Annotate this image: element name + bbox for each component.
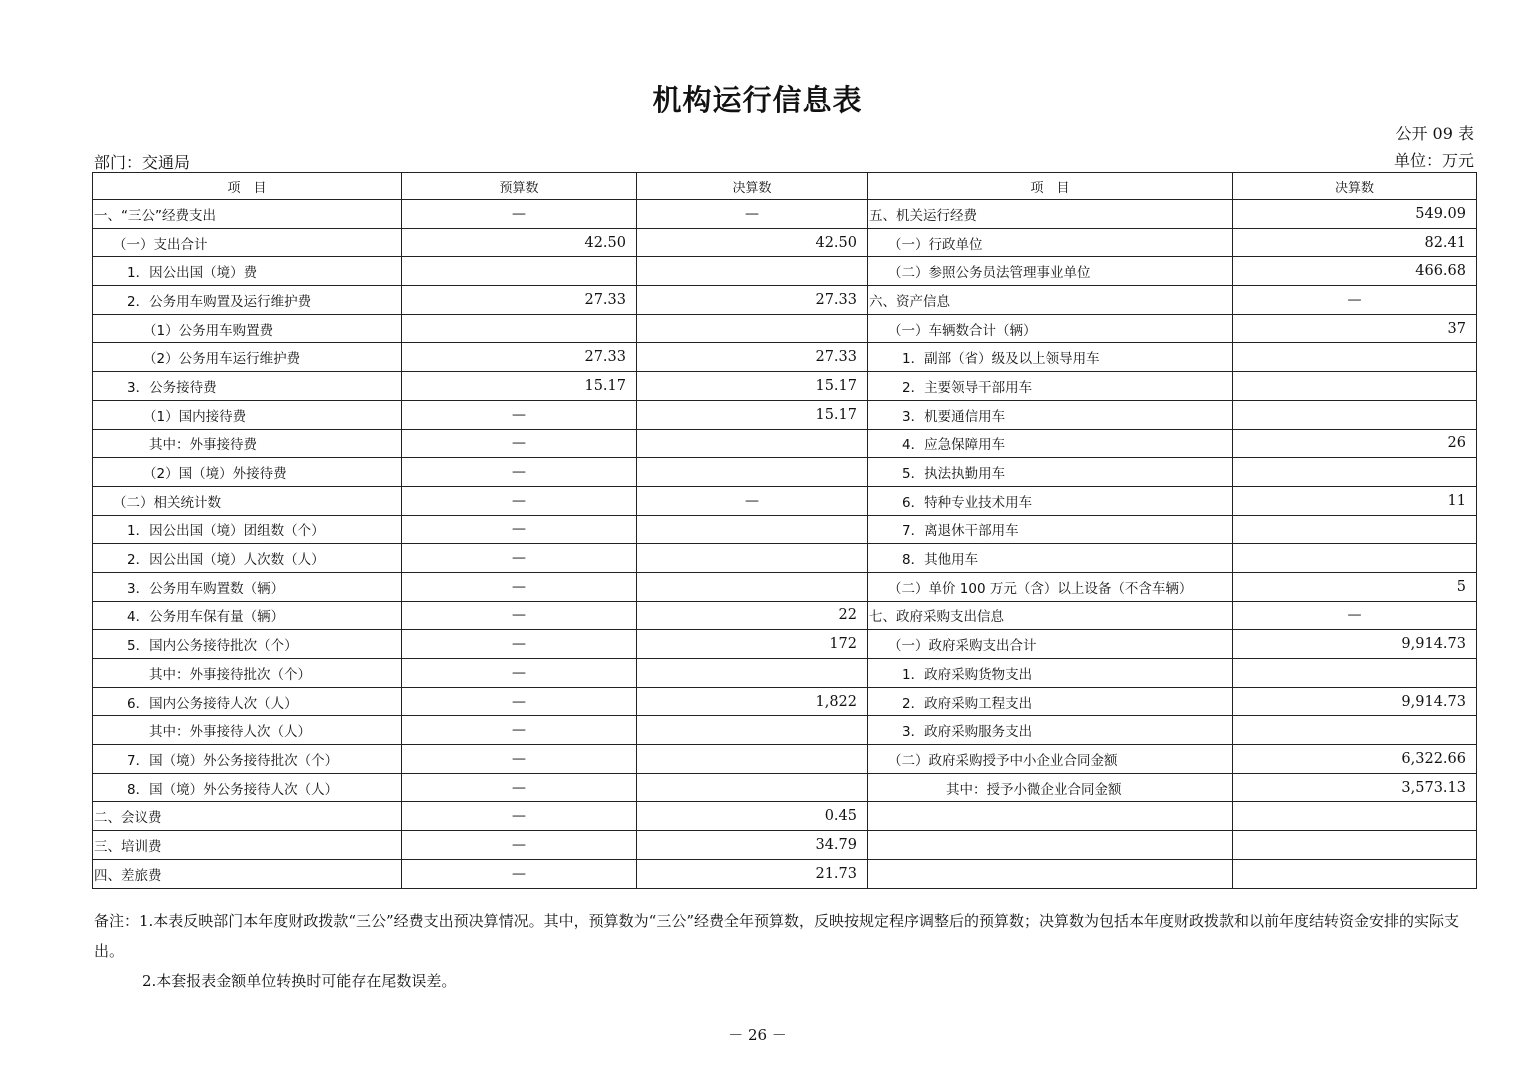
table-row	[93, 515, 1477, 544]
actual-cell	[637, 659, 868, 688]
right-item-cell: 6．特种专业技术用车	[868, 486, 1233, 515]
table-row	[93, 601, 1477, 630]
right-actual-cell	[1233, 802, 1477, 831]
budget-cell: —	[402, 831, 637, 860]
actual-cell: 22	[637, 601, 868, 630]
table-row	[93, 257, 1477, 286]
right-item-cell: （二）单价 100 万元（含）以上设备（不含车辆）	[868, 572, 1233, 601]
actual-cell: 21.73	[637, 859, 868, 888]
right-item-cell: （二）参照公务员法管理事业单位	[868, 257, 1233, 286]
table-row	[93, 544, 1477, 573]
left-item-cell: 7．国（境）外公务接待批次（个）	[93, 745, 402, 774]
right-actual-cell	[1233, 343, 1477, 372]
right-actual-cell: —	[1233, 601, 1477, 630]
left-item-cell: 四、差旅费	[93, 859, 402, 888]
right-actual-cell	[1233, 515, 1477, 544]
actual-cell	[637, 773, 868, 802]
right-actual-cell: 549.09	[1233, 200, 1477, 229]
budget-cell: —	[402, 458, 637, 487]
budget-cell: —	[402, 400, 637, 429]
left-item-cell: （2）国（境）外接待费	[93, 458, 402, 487]
actual-cell	[637, 716, 868, 745]
actual-cell	[637, 544, 868, 573]
right-item-cell: （一）行政单位	[868, 228, 1233, 257]
actual-cell: 42.50	[637, 228, 868, 257]
left-item-cell: 1．因公出国（境）团组数（个）	[93, 515, 402, 544]
budget-cell: —	[402, 601, 637, 630]
page-number: － 26 －	[728, 1026, 787, 1044]
actual-cell: 27.33	[637, 286, 868, 315]
header-actual-right: 决算数	[1233, 173, 1477, 200]
budget-cell: —	[402, 515, 637, 544]
header-item-left: 项 目	[93, 173, 402, 200]
left-item-cell: （2）公务用车运行维护费	[93, 343, 402, 372]
right-item-cell: 8．其他用车	[868, 544, 1233, 573]
note-2: 2.本套报表金额单位转换时可能存在尾数误差。	[142, 972, 457, 990]
budget-cell: —	[402, 572, 637, 601]
form-number: 公开 09 表	[1395, 124, 1474, 143]
budget-cell: —	[402, 630, 637, 659]
actual-cell	[637, 429, 868, 458]
left-item-cell: （二）相关统计数	[93, 486, 402, 515]
actual-cell: 34.79	[637, 831, 868, 860]
left-item-cell: （1）国内接待费	[93, 400, 402, 429]
actual-cell	[637, 515, 868, 544]
budget-cell: —	[402, 429, 637, 458]
left-item-cell: （一）支出合计	[93, 228, 402, 257]
left-item-cell: 4．公务用车保有量（辆）	[93, 601, 402, 630]
header-actual-left: 决算数	[637, 173, 868, 200]
institution-operation-table	[92, 172, 1477, 889]
actual-cell	[637, 257, 868, 286]
table-row	[93, 773, 1477, 802]
actual-cell	[637, 572, 868, 601]
right-actual-cell	[1233, 716, 1477, 745]
right-item-cell	[868, 859, 1233, 888]
budget-cell: 42.50	[402, 228, 637, 257]
left-item-cell: 其中：外事接待费	[93, 429, 402, 458]
table-row	[93, 372, 1477, 401]
budget-cell: —	[402, 659, 637, 688]
budget-cell: —	[402, 773, 637, 802]
page-title: 机构运行信息表	[652, 83, 863, 117]
left-item-cell: 3．公务接待费	[93, 372, 402, 401]
department-label: 部门：交通局	[94, 153, 191, 172]
table-row	[93, 486, 1477, 515]
budget-cell: 27.33	[402, 286, 637, 315]
right-item-cell: 1．政府采购货物支出	[868, 659, 1233, 688]
table-row	[93, 314, 1477, 343]
actual-cell: 15.17	[637, 372, 868, 401]
right-item-cell: （一）车辆数合计（辆）	[868, 314, 1233, 343]
right-actual-cell: 11	[1233, 486, 1477, 515]
left-item-cell: 1．因公出国（境）费	[93, 257, 402, 286]
right-actual-cell	[1233, 859, 1477, 888]
budget-cell: —	[402, 486, 637, 515]
table-row	[93, 228, 1477, 257]
right-item-cell	[868, 831, 1233, 860]
right-actual-cell: 9,914.73	[1233, 630, 1477, 659]
budget-cell: 15.17	[402, 372, 637, 401]
table-row	[93, 429, 1477, 458]
actual-cell	[637, 458, 868, 487]
right-item-cell: 3．政府采购服务支出	[868, 716, 1233, 745]
right-actual-cell	[1233, 544, 1477, 573]
actual-cell: 0.45	[637, 802, 868, 831]
header-item-right: 项 目	[868, 173, 1233, 200]
right-item-cell: （二）政府采购授予中小企业合同金额	[868, 745, 1233, 774]
table-row	[93, 802, 1477, 831]
left-item-cell: 6．国内公务接待人次（人）	[93, 687, 402, 716]
table-row	[93, 831, 1477, 860]
right-item-cell: 2．主要领导干部用车	[868, 372, 1233, 401]
budget-cell	[402, 257, 637, 286]
right-actual-cell	[1233, 458, 1477, 487]
left-item-cell: 一、“三公”经费支出	[93, 200, 402, 229]
right-item-cell	[868, 802, 1233, 831]
actual-cell: 1,822	[637, 687, 868, 716]
right-item-cell: 4．应急保障用车	[868, 429, 1233, 458]
right-item-cell: （一）政府采购支出合计	[868, 630, 1233, 659]
right-item-cell: 七、政府采购支出信息	[868, 601, 1233, 630]
actual-cell	[637, 745, 868, 774]
actual-cell: 15.17	[637, 400, 868, 429]
actual-cell: —	[637, 200, 868, 229]
actual-cell: 172	[637, 630, 868, 659]
table-row	[93, 630, 1477, 659]
right-item-cell: 1．副部（省）级及以上领导用车	[868, 343, 1233, 372]
budget-cell: —	[402, 687, 637, 716]
note-1: 备注：1.本表反映部门本年度财政拨款“三公”经费支出预决算情况。其中，预算数为“三公”经费全年预算数，反映按规定程序调整后的预算数；决算数为包括本年度财政拨款和以前年度结转资金安排的实际支出。	[94, 912, 1459, 960]
table-header-row	[93, 173, 1477, 200]
left-item-cell: 二、会议费	[93, 802, 402, 831]
right-actual-cell	[1233, 831, 1477, 860]
actual-cell: 27.33	[637, 343, 868, 372]
table-row	[93, 687, 1477, 716]
left-item-cell: 三、培训费	[93, 831, 402, 860]
right-actual-cell	[1233, 400, 1477, 429]
budget-cell: —	[402, 802, 637, 831]
right-actual-cell	[1233, 659, 1477, 688]
right-actual-cell: 5	[1233, 572, 1477, 601]
right-actual-cell: —	[1233, 286, 1477, 315]
left-item-cell: 其中：外事接待人次（人）	[93, 716, 402, 745]
table-row	[93, 458, 1477, 487]
left-item-cell: （1）公务用车购置费	[93, 314, 402, 343]
budget-cell: —	[402, 544, 637, 573]
actual-cell: —	[637, 486, 868, 515]
left-item-cell: 2．因公出国（境）人次数（人）	[93, 544, 402, 573]
left-item-cell: 8．国（境）外公务接待人次（人）	[93, 773, 402, 802]
left-item-cell: 其中：外事接待批次（个）	[93, 659, 402, 688]
right-item-cell: 3．机要通信用车	[868, 400, 1233, 429]
header-budget: 预算数	[402, 173, 637, 200]
budget-cell: —	[402, 859, 637, 888]
table-row	[93, 400, 1477, 429]
table-row	[93, 200, 1477, 229]
table-row	[93, 716, 1477, 745]
right-actual-cell: 466.68	[1233, 257, 1477, 286]
table-row	[93, 343, 1477, 372]
budget-cell: —	[402, 716, 637, 745]
right-item-cell: 2．政府采购工程支出	[868, 687, 1233, 716]
left-item-cell: 2．公务用车购置及运行维护费	[93, 286, 402, 315]
unit-label: 单位：万元	[1393, 151, 1474, 170]
right-item-cell: 六、资产信息	[868, 286, 1233, 315]
right-item-cell: 5．执法执勤用车	[868, 458, 1233, 487]
right-actual-cell: 9,914.73	[1233, 687, 1477, 716]
table-row	[93, 859, 1477, 888]
left-item-cell: 3．公务用车购置数（辆）	[93, 572, 402, 601]
right-actual-cell: 3,573.13	[1233, 773, 1477, 802]
right-item-cell: 7．离退休干部用车	[868, 515, 1233, 544]
budget-cell: —	[402, 745, 637, 774]
left-item-cell: 5．国内公务接待批次（个）	[93, 630, 402, 659]
table-row	[93, 659, 1477, 688]
right-item-cell: 其中：授予小微企业合同金额	[868, 773, 1233, 802]
table-row	[93, 745, 1477, 774]
budget-cell: 27.33	[402, 343, 637, 372]
budget-cell: —	[402, 200, 637, 229]
actual-cell	[637, 314, 868, 343]
right-actual-cell: 37	[1233, 314, 1477, 343]
notes	[94, 906, 1478, 996]
right-actual-cell: 82.41	[1233, 228, 1477, 257]
right-item-cell: 五、机关运行经费	[868, 200, 1233, 229]
right-actual-cell: 6,322.66	[1233, 745, 1477, 774]
right-actual-cell: 26	[1233, 429, 1477, 458]
table-row	[93, 286, 1477, 315]
table-row	[93, 572, 1477, 601]
budget-cell	[402, 314, 637, 343]
right-actual-cell	[1233, 372, 1477, 401]
